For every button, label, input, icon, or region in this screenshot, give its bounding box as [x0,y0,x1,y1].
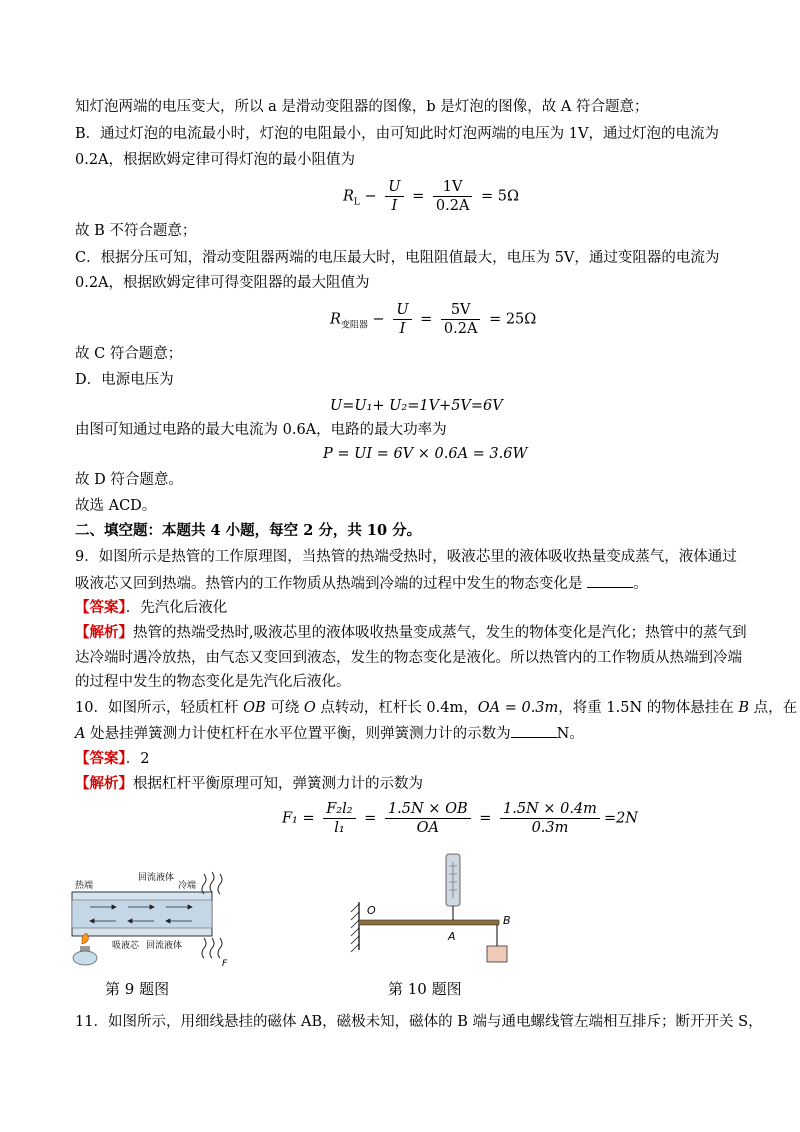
section-heading: 二、填空题：本题共 4 小题，每空 2 分，共 10 分。 [75,522,422,539]
equation-rl: $R_L$ − $\frac{U}{I}$ = $\frac{1V}{0.2A}$ = 5Ω [343,179,520,214]
figure-9-caption: 第 9 题图 [105,980,170,998]
paragraph: 由图可知通过电路的最大电流为 0.6A，电路的最大功率为 [75,422,447,438]
paragraph: 0.2A，根据欧姆定律可得灯泡的最小阻值为 [75,152,356,168]
answer-blank [587,573,633,588]
f-label: F [222,959,228,969]
lever-figure [345,852,525,970]
equation-p: P = UI = 6V × 0.6A = 3.6W [323,446,528,462]
hot-end-label: 热端 [75,881,94,891]
answer-10: 【答案】．2 [75,750,150,767]
lever-bar [359,920,499,925]
paragraph: 故选 ACD。 [75,498,157,514]
paragraph: 0.2A，根据欧姆定律可得变阻器的最大阻值为 [75,275,370,291]
flow-label: 回流液体 [138,873,175,883]
paragraph: 故 B 不符合题意； [75,223,197,239]
equation-f1: F₁ = $\frac{\text{F₂l₂}}{\text{l₁}}$ = $\frac{1.5N \times OB}{OA}$ = $\frac{1.5N \times 0.4m}{0.3m}$ =2N [282,801,638,836]
question-10: A 处悬挂弹簧测力计使杠杆在水平位置平衡，则弹簧测力计的示数为 N。 [75,723,584,744]
spring-scale-icon [446,854,460,920]
analysis-10: 【解析】根据杠杆平衡原理可知，弹簧测力计的示数为 [75,775,423,792]
question-10: 10．如图所示，轻质杠杆 OB 可绕 O 点转动，杠杆长 0.4m，OA = 0.3m，将重 1.5N 的物体悬挂在 B 点，在 [75,700,798,716]
question-9: 9．如图所示是热管的工作原理图，当热管的热端受热时，吸液芯里的液体吸收热量变成蒸气，液体通过 [75,549,737,565]
burner-icon [73,933,97,965]
paragraph: 故 C 符合题意； [75,346,183,362]
answer-blank [511,723,557,738]
wick-label: 吸液芯 [112,941,140,951]
analysis-9: 的过程中发生的物态变化是先汽化后液化。 [75,674,351,690]
paragraph: C．根据分压可知，滑动变阻器两端的电压最大时，电阻阻值最大，电压为 5V，通过变阻器的电流为 [75,250,720,266]
wall [351,902,359,952]
paragraph: D．电源电压为 [75,372,174,388]
heat-pipe-figure [70,866,250,970]
question-9: 吸液芯又回到热端。热管内的工作物质从热端到冷端的过程中发生的物态变化是 。 [75,573,648,594]
return-label: 回流液体 [146,941,183,951]
analysis-9: 达冷端时遇冷放热，由气态又变回到液态，发生的物态变化是液化。所以热管内的工作物质从热端到冷端 [75,650,742,666]
analysis-9: 【解析】热管的热端受热时,吸液芯里的液体吸收热量变成蒸气，发生的物体变化是汽化；热管中的蒸气到 [75,624,747,641]
point-a-label: A [448,930,456,943]
paragraph: 知灯泡两端的电压变大，所以 a 是滑动变阻器的图像，b 是灯泡的图像，故 A 符合题意； [75,99,649,115]
figure-10-caption: 第 10 题图 [388,980,462,998]
answer-9: 【答案】．先汽化后液化 [75,599,228,616]
point-o-label: O [367,904,376,917]
paragraph: 故 D 符合题意。 [75,472,183,488]
equation-rmax: $R_{变阻器}$ − $\frac{U}{I}$ = $\frac{5V}{0.2A}$ = 25Ω [330,302,537,337]
cold-end-label: 冷端 [178,881,197,891]
paragraph: B．通过灯泡的电流最小时，灯泡的电阻最小，由可知此时灯泡两端的电压为 1V，通过灯泡的电流为 [75,126,719,142]
weight-block [487,946,507,962]
question-11: 11．如图所示，用细线悬挂的磁体 AB，磁极未知，磁体的 B 端与通电螺线管左端相互排斥；断开开关 S， [75,1014,763,1030]
equation-u: U=U₁+ U₂=1V+5V=6V [330,398,503,414]
point-b-label: B [503,914,511,927]
